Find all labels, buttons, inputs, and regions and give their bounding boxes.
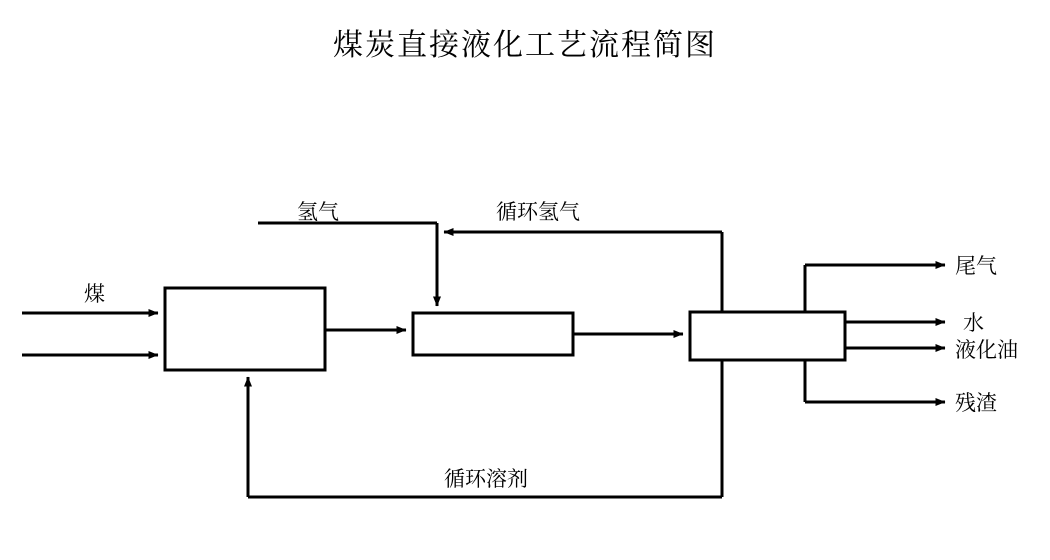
label-coal: 煤 bbox=[84, 282, 105, 306]
label-residue: 残渣 bbox=[955, 391, 997, 415]
label-recycle-solvent: 循环溶剂 bbox=[444, 467, 528, 491]
label-water: 水 bbox=[963, 311, 984, 335]
label-tail-gas: 尾气 bbox=[955, 254, 997, 278]
label-recycle-hydrogen: 循环氢气 bbox=[496, 200, 580, 224]
label-liquefied-oil: 液化油 bbox=[955, 338, 1018, 362]
block-mixer bbox=[165, 288, 325, 370]
block-separator bbox=[690, 312, 845, 360]
label-hydrogen: 氢气 bbox=[297, 200, 339, 224]
block-reactor bbox=[413, 313, 573, 355]
page-title: 煤炭直接液化工艺流程简图 bbox=[333, 28, 717, 63]
